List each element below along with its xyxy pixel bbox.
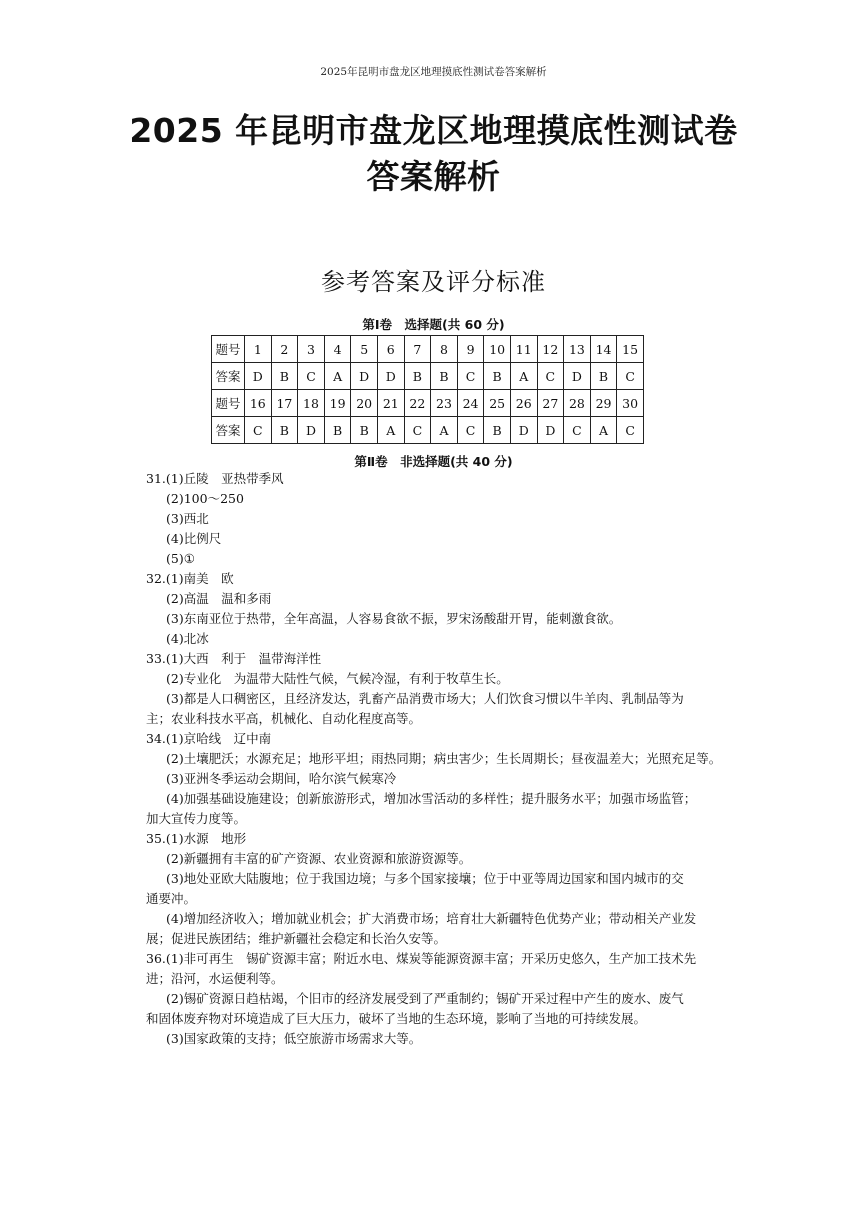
table-cell: B xyxy=(404,363,431,390)
q34-line-1: 34.(1)京哈线 辽中南 xyxy=(146,731,272,746)
table-cell: B xyxy=(590,363,617,390)
part1-title: 第Ⅰ卷 选择题(共 60 分) xyxy=(362,317,505,332)
table-cell: C xyxy=(404,417,431,444)
table-cell: B xyxy=(484,417,511,444)
table-cell: C xyxy=(298,363,325,390)
table-cell: 26 xyxy=(510,390,537,417)
table-cell: B xyxy=(271,363,298,390)
table-cell: 12 xyxy=(537,336,564,363)
table-cell: 5 xyxy=(351,336,378,363)
q36-line-3: (2)锡矿资源日趋枯竭，个旧市的经济发展受到了严重制约；锡矿开采过程中产生的废水、废气 xyxy=(166,991,684,1006)
table-row-label: 题号 xyxy=(212,336,245,363)
table-cell: 18 xyxy=(298,390,325,417)
table-cell: 15 xyxy=(617,336,644,363)
table-row-label: 题号 xyxy=(212,390,245,417)
table-cell: 27 xyxy=(537,390,564,417)
q35-line-3: (3)地处亚欧大陆腹地；位于我国边境；与多个国家接壤；位于中亚等周边国家和国内城市的交 xyxy=(166,871,684,886)
q31-line-3: (3)西北 xyxy=(166,511,209,526)
q35-line-2: (2)新疆拥有丰富的矿产资源、农业资源和旅游资源等。 xyxy=(166,851,472,866)
table-cell: B xyxy=(351,417,378,444)
table-cell: 29 xyxy=(590,390,617,417)
table-cell: 3 xyxy=(298,336,325,363)
table-cell: 9 xyxy=(457,336,484,363)
q32-line-2: (2)高温 温和多雨 xyxy=(166,591,272,606)
table-cell: 8 xyxy=(431,336,458,363)
table-cell: 21 xyxy=(377,390,404,417)
q34-line-3: (3)亚洲冬季运动会期间，哈尔滨气候寒冷 xyxy=(166,771,397,786)
table-cell: 11 xyxy=(510,336,537,363)
section-title: 参考答案及评分标准 xyxy=(321,268,546,296)
table-cell: C xyxy=(617,363,644,390)
answer-table-row xyxy=(212,417,644,444)
answer-table xyxy=(211,335,644,444)
page-title xyxy=(0,108,867,200)
table-cell: D xyxy=(351,363,378,390)
q31-line-5: (5)① xyxy=(166,551,195,566)
q35-line-6: 展；促进民族团结；维护新疆社会稳定和长治久安等。 xyxy=(146,931,447,946)
table-cell: 24 xyxy=(457,390,484,417)
table-cell: A xyxy=(590,417,617,444)
q32-line-4: (4)北冰 xyxy=(166,631,209,646)
q33-line-4: 主；农业科技水平高，机械化、自动化程度高等。 xyxy=(146,711,422,726)
q31-line-2: (2)100～250 xyxy=(166,491,244,506)
table-cell: 17 xyxy=(271,390,298,417)
table-cell: D xyxy=(564,363,591,390)
q33-line-1: 33.(1)大西 利于 温带海洋性 xyxy=(146,651,322,666)
q31-line-1: 31.(1)丘陵 亚热带季风 xyxy=(146,471,284,486)
answer-content xyxy=(146,469,726,1049)
q31-line-4: (4)比例尺 xyxy=(166,531,222,546)
answer-table-row xyxy=(212,390,644,417)
table-cell: C xyxy=(537,363,564,390)
table-cell: B xyxy=(484,363,511,390)
table-cell: 7 xyxy=(404,336,431,363)
table-cell: B xyxy=(431,363,458,390)
table-cell: 1 xyxy=(245,336,272,363)
q35-line-1: 35.(1)水源 地形 xyxy=(146,831,247,846)
q34-line-4: (4)加强基础设施建设；创新旅游形式，增加冰雪活动的多样性；提升服务水平；加强市场监管； xyxy=(166,791,697,806)
q34-line-5: 加大宣传力度等。 xyxy=(146,811,247,826)
table-cell: 10 xyxy=(484,336,511,363)
table-cell: A xyxy=(377,417,404,444)
table-cell: 4 xyxy=(324,336,351,363)
table-cell: 16 xyxy=(245,390,272,417)
q35-line-5: (4)增加经济收入；增加就业机会；扩大消费市场；培育壮大新疆特色优势产业；带动相关产业发 xyxy=(166,911,697,926)
table-row-label: 答案 xyxy=(212,417,245,444)
title-line-2: 答案解析 xyxy=(366,157,501,196)
table-cell: C xyxy=(245,417,272,444)
table-cell: 25 xyxy=(484,390,511,417)
table-cell: 14 xyxy=(590,336,617,363)
table-cell: 28 xyxy=(564,390,591,417)
table-cell: 30 xyxy=(617,390,644,417)
table-cell: B xyxy=(324,417,351,444)
table-cell: A xyxy=(324,363,351,390)
table-cell: C xyxy=(564,417,591,444)
q33-line-2: (2)专业化 为温带大陆性气候，气候冷湿，有利于牧草生长。 xyxy=(166,671,509,686)
table-cell: D xyxy=(377,363,404,390)
q36-line-2: 进；沿河，水运便利等。 xyxy=(146,971,284,986)
table-cell: 6 xyxy=(377,336,404,363)
table-cell: C xyxy=(457,417,484,444)
table-cell: 13 xyxy=(564,336,591,363)
q36-line-1: 36.(1)非可再生 锡矿资源丰富；附近水电、煤炭等能源资源丰富；开采历史悠久，生产加工技术先 xyxy=(146,951,697,966)
table-cell: D xyxy=(245,363,272,390)
q32-line-1: 32.(1)南美 欧 xyxy=(146,571,234,586)
table-cell: A xyxy=(431,417,458,444)
table-cell: D xyxy=(537,417,564,444)
table-cell: C xyxy=(457,363,484,390)
q34-line-2: (2)土壤肥沃；水源充足；地形平坦；雨热同期；病虫害少；生长周期长；昼夜温差大；光照充足等。 xyxy=(166,751,722,766)
answer-table-row xyxy=(212,363,644,390)
table-cell: A xyxy=(510,363,537,390)
table-cell: 22 xyxy=(404,390,431,417)
table-cell: C xyxy=(617,417,644,444)
table-cell: 19 xyxy=(324,390,351,417)
table-cell: D xyxy=(510,417,537,444)
running-header: 2025年昆明市盘龙区地理摸底性测试卷答案解析 xyxy=(320,66,547,78)
q32-line-3: (3)东南亚位于热带，全年高温，人容易食欲不振，罗宋汤酸甜开胃，能刺激食欲。 xyxy=(166,611,622,626)
table-cell: 2 xyxy=(271,336,298,363)
part2-title: 第Ⅱ卷 非选择题(共 40 分) xyxy=(354,454,513,469)
q36-line-4: 和固体废弃物对环境造成了巨大压力，破坏了当地的生态环境，影响了当地的可持续发展。 xyxy=(146,1011,647,1026)
q35-line-4: 通要冲。 xyxy=(146,891,197,906)
q33-line-3: (3)都是人口稠密区，且经济发达，乳畜产品消费市场大；人们饮食习惯以牛羊肉、乳制品等为 xyxy=(166,691,684,706)
title-line-1: 2025 年昆明市盘龙区地理摸底性测试卷 xyxy=(129,111,738,150)
table-cell: B xyxy=(271,417,298,444)
table-cell: 23 xyxy=(431,390,458,417)
table-cell: 20 xyxy=(351,390,378,417)
table-row-label: 答案 xyxy=(212,363,245,390)
table-cell: D xyxy=(298,417,325,444)
answer-table-row xyxy=(212,336,644,363)
q36-line-5: (3)国家政策的支持；低空旅游市场需求大等。 xyxy=(166,1031,422,1046)
